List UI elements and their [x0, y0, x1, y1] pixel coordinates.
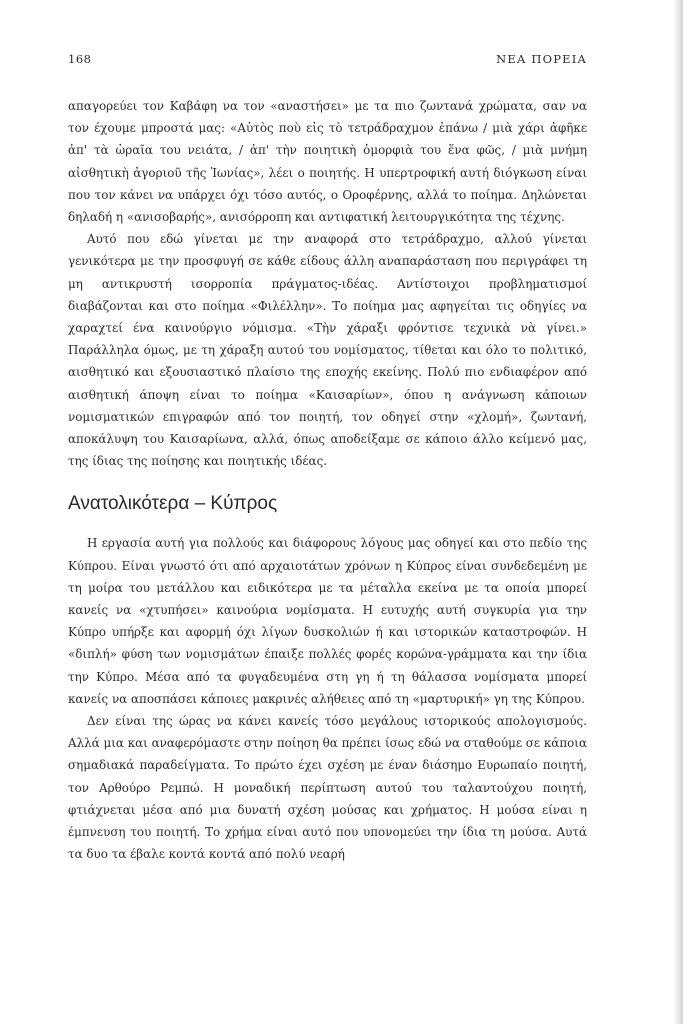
- paragraph: Η εργασία αυτή για πολλούς και διάφορους λόγους μας οδηγεί και στο πεδίο της Κύπρου. Είναι γνωστό ότι από αρχαιοτάτων χρόνων η Κύπρος είναι συνδεδεμένη με τη μοίρα του μετάλλου και ειδικότερα με τα μέταλλα εκείνα με τα οποία μπορεί κανείς να «χτυπήσει» καινούρια νομίσματα. Η ευτυχής αυτή συγκυρία για την Κύπρο υπήρξε και αφορμή όχι λίγων δυσκολιών ή και ιστορικών καταστροφών. Η «διπλή» φύση των νομισμάτων έπαιξε πολλές φορές κορώνα-γράμματα και την ίδια την Κύπρο. Μέσα από τα φυγαδευμένα στη γη ή τη θάλασσα νομίσματα μπορεί κανείς να αποσπάσει κάποιες μακρινές αλήθειες από τη «μαρτυρική» γη της Κύπρου.: [68, 536, 587, 706]
- section-heading: Ανατολικότερα – Κύπρος: [68, 493, 278, 515]
- page-header: [68, 52, 587, 66]
- paragraph-continued: απαγορεύει τον Καβάφη να τον «αναστήσει» με τα πιο ζωντανά χρώματα, σαν να τον έχουμε μπροστά μας: «Αὐτὸς ποὺ εἰς τὸ τετράδραχμον ἐπάνω / μιὰ χάρι ἀφῆκε ἀπ' τὰ ὡραῖα του νειάτα, / ἀπ' τὴν ποιητικὴ ὀμορφιὰ του ἕνα φῶς, / μιὰ μνήμη αἰσθητικὴ ἀγοριοῦ τῆς Ἰωνίας», λέει ο ποιητής. Η υπερτροφική αυτή διόγκωση είναι που τον κάνει να υπάρχει όχι τόσο αυτός, ο Οροφέρνης, αλλά το ποίημα. Δηλώνεται δηλαδή η «ανισοβαρής», ανισόρροπη και αντιφατική λειτουργικότητα της τέχνης.: [68, 99, 587, 225]
- running-title: ΝΕΑ ΠΟΡΕΙΑ: [496, 52, 587, 66]
- paragraph: Δεν είναι της ώρας να κάνει κανείς τόσο μεγάλους ιστορικούς απολογισμούς. Αλλά μια και αναφερόμαστε στην ποίηση θα πρέπει ίσως εδώ να σταθούμε σε κάποια σημαδιακά παραδείγματα. Το πρώτο έχει σχέση με έναν διάσημο Ευρωπαίο ποιητή, τον Αρθούρο Ρεμπώ. Η μοναδική περίπτωση αυτού του ταλαντούχου ποιητή, φτιάχνεται μέσα από μια δυνατή σχέση μούσας και χρήματος. Η μούσα είναι η έμπνευση του ποιητή. Το χρήμα είναι αυτό που υπονομεύει την ίδια τη μούσα. Αυτά τα δυο τα έβαλε κοντά κοντά από πολύ νεαρή: [68, 714, 587, 862]
- page-body: [68, 95, 587, 866]
- page-edge-shadow: [673, 0, 683, 1024]
- paragraph: Αυτό που εδώ γίνεται με την αναφορά στο τετράδραχμο, αλλού γίνεται γενικότερα με την προσφυγή σε κάθε είδους άλλη αναπαράσταση που περιγράφει τη μη αντικρυστή ισορροπία πράγματος-ιδέας. Αντίστοιχοι προβληματισμοί διαβάζονται και στο ποίημα «Φιλέλλην». Το ποίημα μας αφηγείται τις οδηγίες να χαραχτεί ένα καινούργιο νόμισμα. «Τὴν χάραξι φρόντισε τεχνικὰ νὰ γίνει.» Παράλληλα όμως, με τη χάραξη αυτού του νομίσματος, τίθεται και όλο το πολιτικό, αισθητικό και εξουσιαστικό πλαίσιο της εποχής εκείνης. Πολύ πιο ενδιαφέρον από αισθητική άποψη είναι το ποίημα «Καισαρίων», όπου η ανάγνωση κάποιων νομισματικών επιγραφών από τον ποιητή, τον οδηγεί στην «χλομή», ζωντανή, αποκάλυψη του Καισαρίωνα, αλλά, όπως αποδείξαμε σε κάποιο άλλο κείμενό μας, της ίδιας της ποίησης και ποιητικής ιδέας.: [68, 232, 587, 469]
- page-number: 168: [68, 52, 92, 66]
